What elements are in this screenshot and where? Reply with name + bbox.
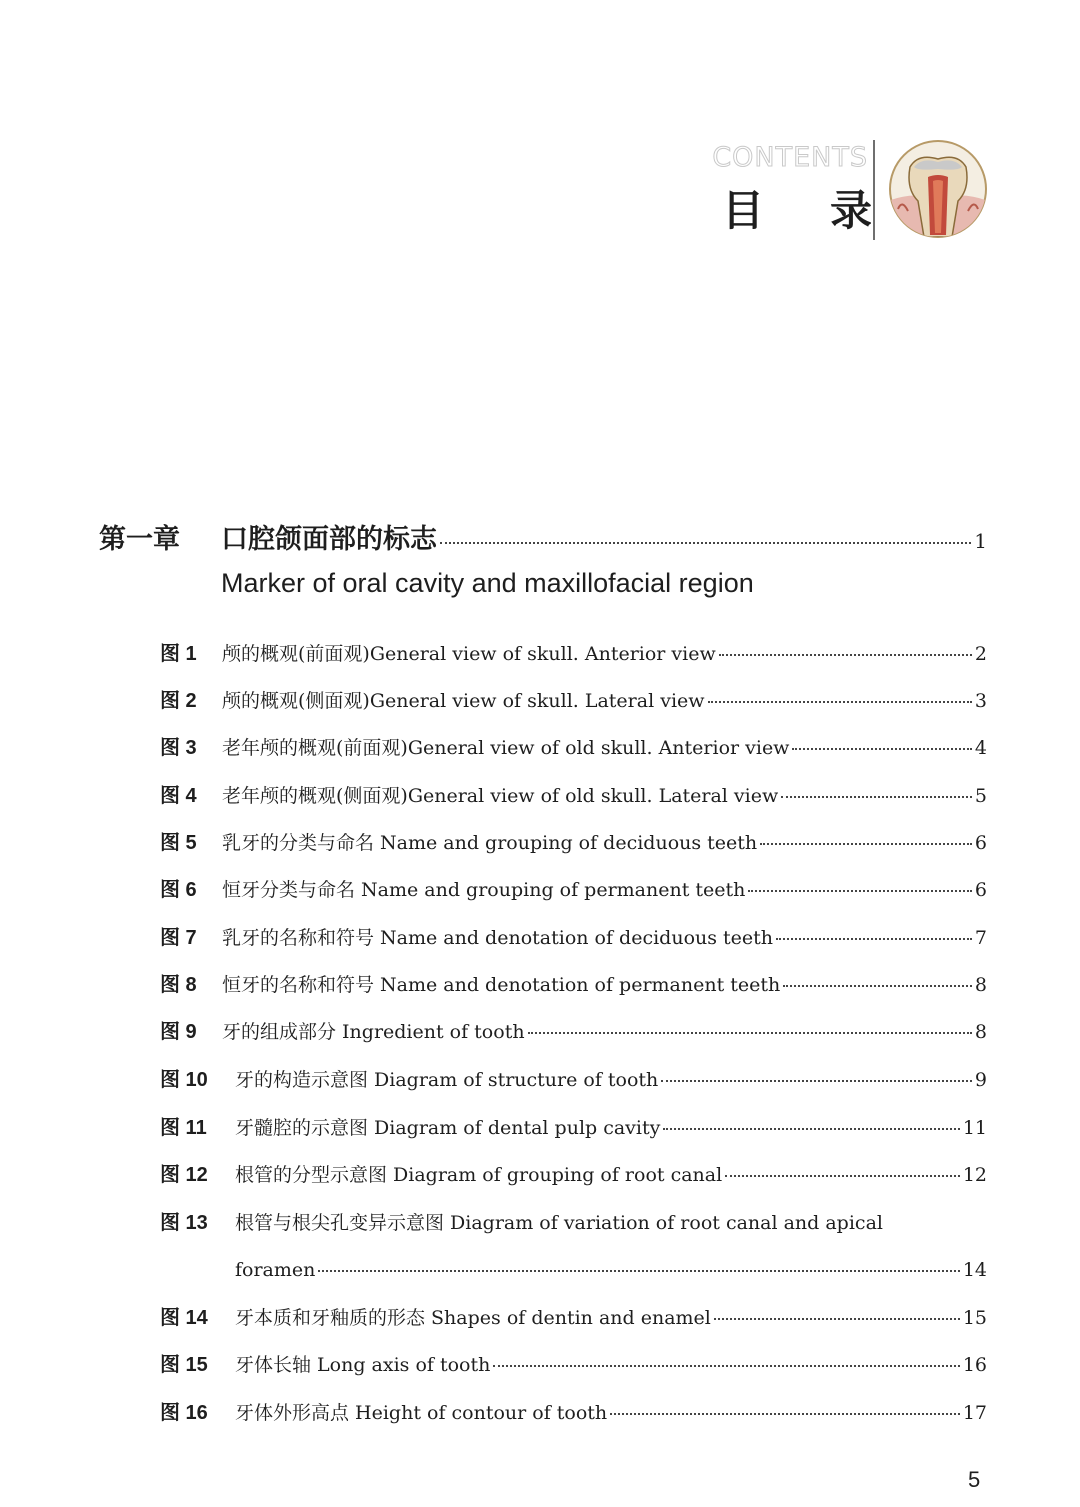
dot-leader: [719, 654, 972, 656]
chapter-title-zh: 口腔颌面部的标志: [221, 524, 437, 555]
dot-leader: [661, 1080, 972, 1082]
page-number: 6: [974, 879, 987, 901]
dot-leader: [493, 1365, 959, 1367]
tooth-cross-section-illustration: [888, 139, 988, 239]
toc-entry[interactable]: [160, 1014, 987, 1050]
entry-title: 根管的分型示意图 Diagram of grouping of root canal: [235, 1164, 723, 1186]
page-number: 14: [962, 1259, 987, 1281]
page-number: 9: [974, 1069, 987, 1091]
header-divider: [873, 140, 875, 240]
entry-title: 老年颅的概观(前面观)General view of old skull. Anterior view: [222, 737, 790, 759]
figure-label: 图 6: [160, 879, 197, 901]
page-number: 15: [962, 1307, 987, 1329]
toc-entry[interactable]: [160, 1395, 987, 1431]
figure-label: 图 1: [160, 643, 197, 665]
chapter-page-number: 1: [974, 529, 987, 553]
page-number: 5: [974, 785, 987, 807]
figure-label: 图 13: [160, 1212, 208, 1234]
figure-label: 图 11: [160, 1117, 207, 1139]
toc-entry[interactable]: [160, 1110, 987, 1146]
toc-entry[interactable]: [160, 825, 987, 861]
chapter-heading[interactable]: [221, 520, 987, 561]
page-title-char: 目: [722, 186, 765, 235]
dot-leader: [781, 796, 972, 798]
figure-label: 图 5: [160, 832, 197, 854]
entry-title: 牙体外形高点 Height of contour of tooth: [235, 1402, 608, 1424]
entry-title: 牙本质和牙釉质的形态 Shapes of dentin and enamel: [235, 1307, 711, 1329]
dot-leader: [760, 843, 972, 845]
footer-page-number: 5: [968, 1467, 981, 1492]
figure-label: 图 10: [160, 1069, 208, 1091]
page-title: [722, 186, 872, 236]
page-number: 8: [974, 974, 987, 996]
toc-entry-continuation[interactable]: [235, 1252, 987, 1288]
toc-entry[interactable]: [160, 730, 987, 766]
figure-label: 图 12: [160, 1164, 208, 1186]
figure-label: 图 16: [160, 1402, 208, 1424]
dot-leader: [725, 1175, 960, 1177]
entry-title: 颅的概观(前面观)General view of skull. Anterior view: [222, 643, 716, 665]
page-number: 16: [962, 1354, 987, 1376]
toc-entry[interactable]: [160, 1347, 987, 1383]
entry-title: 颅的概观(侧面观)General view of skull. Lateral view: [222, 690, 705, 712]
page-number: 4: [974, 737, 987, 759]
toc-entry[interactable]: [160, 872, 987, 908]
figure-label: 图 2: [160, 690, 197, 712]
entry-title: 根管与根尖孔变异示意图 Diagram of variation of root canal and apical: [235, 1212, 883, 1234]
toc-entry[interactable]: [160, 778, 987, 814]
dot-leader: [748, 890, 972, 892]
entry-title: 老年颅的概观(侧面观)General view of old skull. Lateral view: [222, 785, 779, 807]
figure-label: 图 4: [160, 785, 197, 807]
chapter-number: 第一章: [99, 524, 180, 555]
page-number: 6: [974, 832, 987, 854]
toc-entry[interactable]: [160, 683, 987, 719]
contents-label: CONTENTS: [712, 142, 868, 173]
toc-entry[interactable]: [160, 1157, 987, 1193]
page-number: 8: [974, 1021, 987, 1043]
entry-title: 牙髓腔的示意图 Diagram of dental pulp cavity: [235, 1117, 661, 1139]
figure-label: 图 14: [160, 1307, 208, 1329]
dot-leader: [714, 1318, 960, 1320]
toc-entry[interactable]: [160, 1062, 987, 1098]
entry-title: 恒牙的名称和符号 Name and denotation of permanent teeth: [222, 974, 781, 996]
entry-title: 牙的组成部分 Ingredient of tooth: [222, 1021, 525, 1043]
page-number: 7: [974, 927, 987, 949]
dot-leader: [528, 1032, 972, 1034]
figure-label: 图 3: [160, 737, 197, 759]
dot-leader: [776, 938, 972, 940]
page-number: 2: [974, 643, 987, 665]
dot-leader: [440, 542, 971, 544]
entry-title: 恒牙分类与命名 Name and grouping of permanent teeth: [222, 879, 746, 901]
page-number: 12: [962, 1164, 987, 1186]
toc-entry[interactable]: [160, 636, 987, 672]
entry-title: 乳牙的名称和符号 Name and denotation of deciduous teeth: [222, 927, 774, 949]
toc-entry[interactable]: [160, 967, 987, 1003]
chapter-title-en: Marker of oral cavity and maxillofacial region: [221, 568, 754, 598]
entry-title: 乳牙的分类与命名 Name and grouping of deciduous teeth: [222, 832, 758, 854]
page-number: 3: [974, 690, 987, 712]
page-title-char: 录: [829, 186, 872, 235]
page-number: 11: [962, 1117, 987, 1139]
page-number: 17: [962, 1402, 987, 1424]
figure-label: 图 8: [160, 974, 197, 996]
dot-leader: [708, 701, 972, 703]
dot-leader: [610, 1413, 960, 1415]
entry-title: 牙体长轴 Long axis of tooth: [235, 1354, 491, 1376]
toc-entry[interactable]: [160, 1205, 987, 1241]
figure-label: 图 9: [160, 1021, 197, 1043]
dot-leader: [663, 1128, 959, 1130]
dot-leader: [783, 985, 972, 987]
toc-entry[interactable]: [160, 1300, 987, 1336]
figure-label: 图 15: [160, 1354, 208, 1376]
figure-label: 图 7: [160, 927, 197, 949]
entry-title: 牙的构造示意图 Diagram of structure of tooth: [235, 1069, 659, 1091]
dot-leader: [318, 1270, 959, 1272]
dot-leader: [792, 748, 971, 750]
entry-title-continuation: foramen: [235, 1259, 316, 1281]
toc-entry[interactable]: [160, 920, 987, 956]
